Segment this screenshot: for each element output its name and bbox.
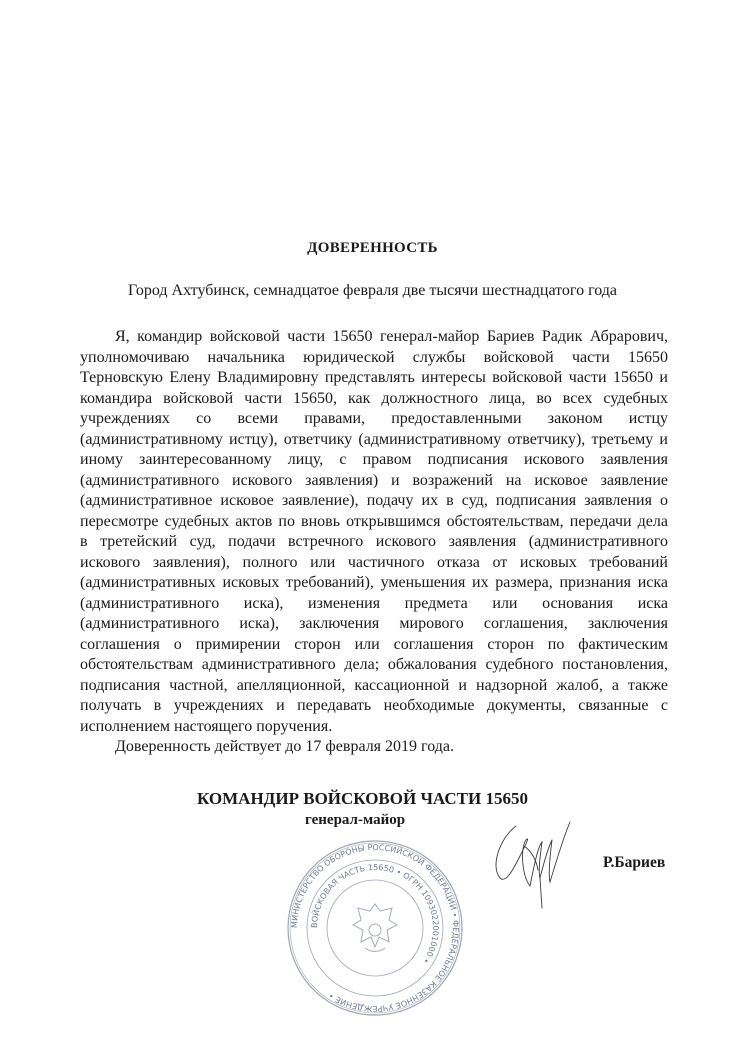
body-line: пересмотре судебных актов по вновь открывшимся обстоятельствам, передачи дела xyxy=(80,512,668,530)
signatory-name: Р.Бариев xyxy=(603,853,666,871)
eagle-emblem-icon xyxy=(353,904,397,952)
body-line: в третейский суд, подачи встречного искового заявления (административного xyxy=(80,533,668,550)
official-seal xyxy=(285,838,465,1018)
body-line: соглашения о примирении сторон или соглашения сторон по фактическим xyxy=(80,635,668,653)
place-date-line: Город Ахтубинск, семнадцатое февраля две тысячи шестнадцатого года xyxy=(127,282,618,299)
body-line: (административных исковых требований), уменьшения их размера, признания иска xyxy=(80,574,668,591)
body-line: искового заявления), полного или частичного отказа от исковых требований xyxy=(80,553,668,571)
signatory-rank: генерал-майор xyxy=(305,811,406,828)
seal-inner-text: ВОЙСКОВАЯ ЧАСТЬ 15650 • ОГРН 1093022001000 • xyxy=(309,862,441,965)
body-line: уполномочиваю начальника юридической службы войсковой части 15650 xyxy=(80,348,668,366)
body-line: Терновскую Елену Владимировну представлять интересы войсковой части 15650 и xyxy=(80,369,668,386)
body-line: получать в учреждениях и передавать необходимые документы, связанные с xyxy=(80,697,668,714)
seal-outer-text: МИНИСТЕРСТВО ОБОРОНЫ РОССИЙСКОЙ ФЕДЕРАЦИИ • ФЕДЕРАЛЬНОЕ КАЗЕННОЕ УЧРЕЖДЕНИЕ • xyxy=(289,842,461,1013)
body-line: подписания частной, апелляционной, кассационной и надзорной жалоб, а также xyxy=(80,676,668,694)
body-line: (административного искового заявления) и возражений на исковое заявление xyxy=(80,471,668,489)
validity-statement: Доверенность действует до 17 февраля 2019 года. xyxy=(115,738,454,755)
signature-block xyxy=(0,788,745,1038)
body-line: иному заинтересованному лицу, с правом подписания искового заявления xyxy=(80,451,668,468)
body-line: (административное исковое заявление), подачу их в суд, подписания заявления о xyxy=(80,492,668,509)
body-line: исполнением настоящего поручения. xyxy=(80,717,333,735)
document-body xyxy=(80,327,668,737)
handwritten-signature xyxy=(480,816,580,916)
signatory-position: КОМАНДИР ВОЙСКОВОЙ ЧАСТИ 15650 xyxy=(197,788,528,808)
body-line: учреждениях со всеми правами, предоставленными законом истцу xyxy=(80,410,668,427)
document-title: ДОВЕРЕННОСТЬ xyxy=(307,240,438,256)
body-line: (административному истцу), ответчику (административному ответчику), третьему и xyxy=(80,430,668,448)
body-line: (административного иска), заключения мирового соглашения, заключения xyxy=(80,615,668,632)
body-line: (административного иска), изменения предмета или основания иска xyxy=(80,594,668,612)
body-line: обстоятельствам административного дела; обжалования судебного постановления, xyxy=(80,656,668,673)
body-line: командира войсковой части 15650, как должностного лица, во всех судебных xyxy=(80,389,668,407)
body-line: Я, командир войсковой части 15650 генерал-майор Бариев Радик Абрарович, xyxy=(115,328,668,345)
